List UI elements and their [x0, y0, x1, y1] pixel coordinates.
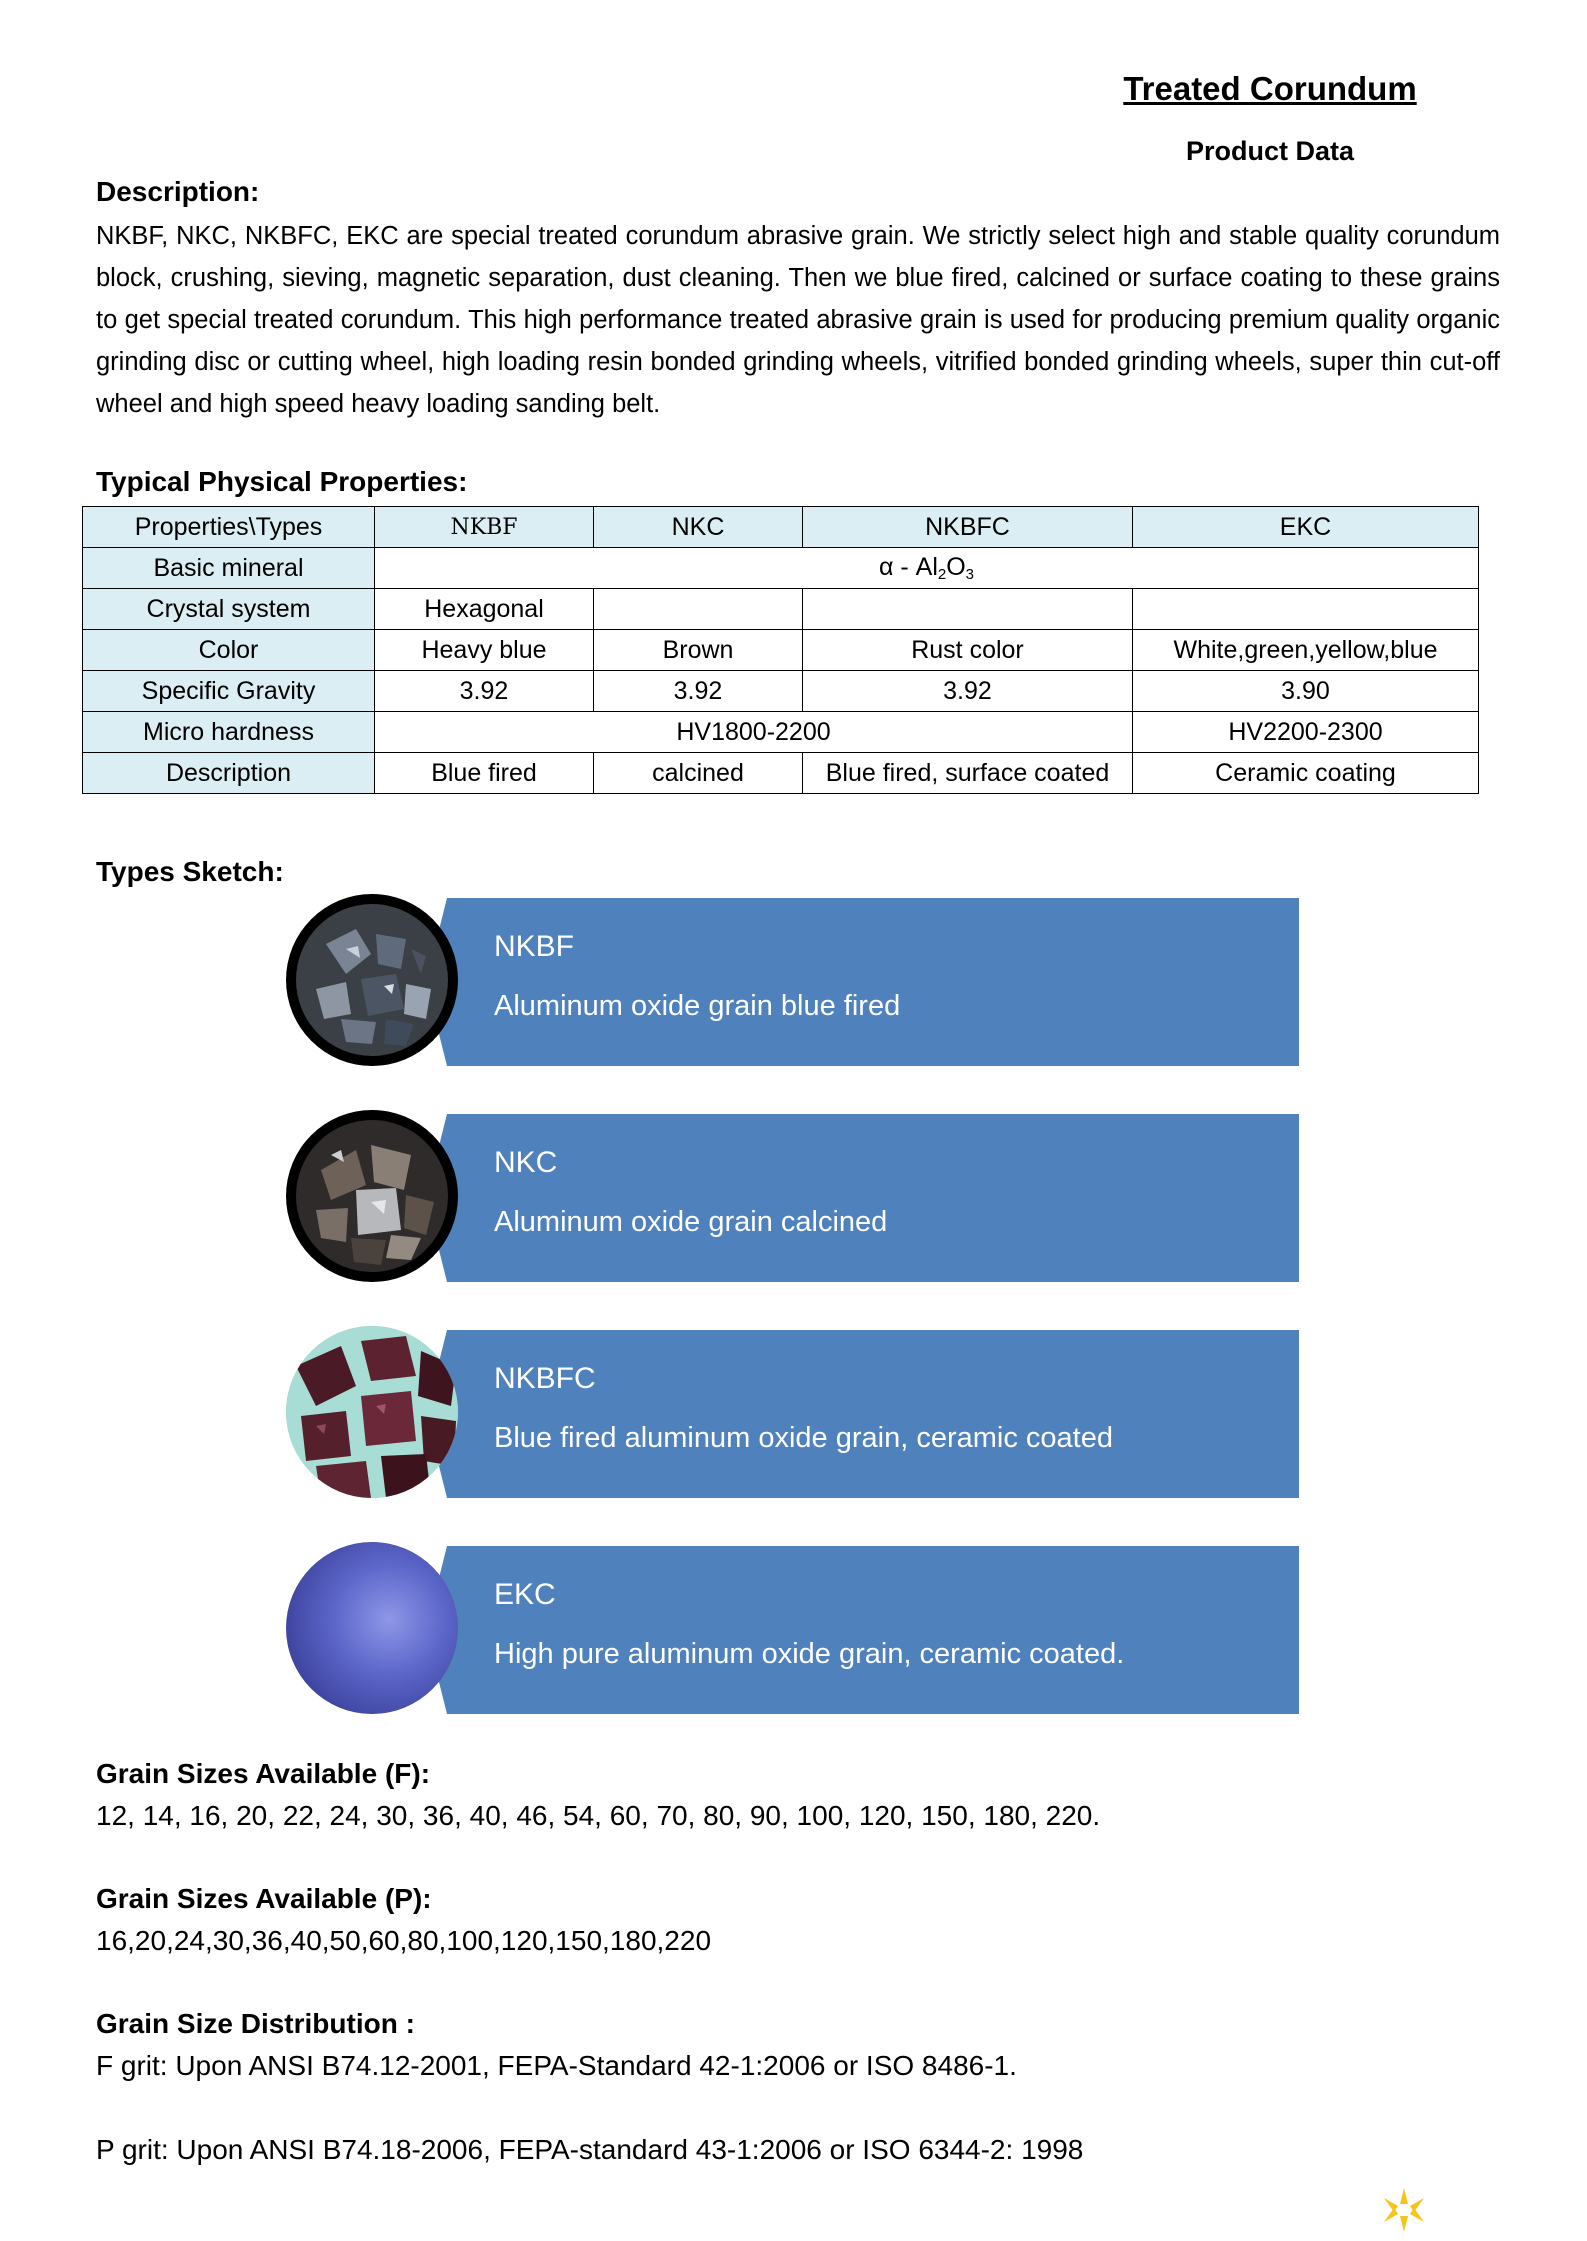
grain-distribution-heading: Grain Size Distribution :: [96, 2008, 415, 2039]
desc-ekc: Ceramic coating: [1133, 753, 1479, 794]
sketch-desc: Blue fired aluminum oxide grain, ceramic coated: [494, 1422, 1113, 1454]
gravity-nkbfc: 3.92: [803, 671, 1133, 712]
table-row: [83, 630, 1479, 671]
sketch-item-nkc: [286, 1110, 1301, 1282]
hardness-shared: HV1800-2200: [375, 712, 1133, 753]
table-header-row: [83, 507, 1479, 548]
desc-nkbf: Blue fired: [375, 753, 594, 794]
header-cell-nkbfc: NKBFC: [803, 507, 1133, 548]
desc-nkbfc: Blue fired, surface coated: [803, 753, 1133, 794]
table-row: [83, 671, 1479, 712]
mineral-prefix: α - Al: [878, 553, 938, 581]
sketch-item-ekc: [286, 1542, 1301, 1714]
f-grit-text: F grit: Upon ANSI B74.12-2001, FEPA-Standard 42-1:2006 or ISO 8486-1.: [96, 2050, 1017, 2081]
gravity-ekc: 3.90: [1133, 671, 1479, 712]
grain-f-values: 12, 14, 16, 20, 22, 24, 30, 36, 40, 46, 54, 60, 70, 80, 90, 100, 120, 150, 180, 220.: [96, 1800, 1101, 1831]
row-label-specific-gravity: Specific Gravity: [83, 671, 375, 712]
sketch-banner: [426, 1330, 1299, 1498]
table-row: [83, 589, 1479, 630]
grain-p-values: 16,20,24,30,36,40,50,60,80,100,120,150,180,220: [96, 1925, 712, 1956]
sketch-desc: Aluminum oxide grain calcined: [494, 1206, 888, 1238]
hardness-ekc: HV2200-2300: [1133, 712, 1479, 753]
table-row: [83, 712, 1479, 753]
table-row: [83, 753, 1479, 794]
properties-table: [82, 506, 1479, 794]
sketch-heading: Types Sketch:: [96, 856, 284, 887]
page-title: Treated Corundum: [1123, 70, 1417, 107]
header-cell-nkbf: NKBF: [375, 507, 594, 548]
sketch-item-nkbf: [286, 894, 1301, 1066]
ekc-grain-image: [286, 1542, 458, 1714]
sketch-banner: [426, 898, 1299, 1066]
color-nkbfc: Rust color: [803, 630, 1133, 671]
grain-p-heading: Grain Sizes Available (P):: [96, 1883, 432, 1914]
description-heading: Description:: [96, 176, 260, 207]
crystal-ekc: [1133, 589, 1479, 630]
nkc-grain-image: [286, 1110, 458, 1282]
sketch-name: NKC: [494, 1146, 558, 1179]
p-grit-text: P grit: Upon ANSI B74.18-2006, FEPA-standard 43-1:2006 or ISO 6344-2: 1998: [96, 2134, 1084, 2165]
sketch-desc: Aluminum oxide grain blue fired: [494, 990, 901, 1022]
row-label-basic-mineral: Basic mineral: [83, 548, 375, 589]
color-nkbf: Heavy blue: [375, 630, 594, 671]
header-cell-nkc: NKC: [594, 507, 803, 548]
gravity-nkbf: 3.92: [375, 671, 594, 712]
company-logo-icon: [1378, 2184, 1430, 2241]
sketch-banner: [426, 1546, 1299, 1714]
mineral-sub-2: 2: [937, 566, 947, 583]
crystal-nkc: [594, 589, 803, 630]
mineral-sub-3: 3: [965, 566, 975, 583]
sketch-item-nkbfc: [286, 1326, 1301, 1498]
description-text: NKBF, NKC, NKBFC, EKC are special treated corundum abrasive grain. We strictly select high and stable quality corundum block, crushing, sieving, magnetic separation, dust cleaning. Then we blue fired, calcined or surface coating to these grains to get special treated corundum. This high performance treated abrasive grain is used for producing premium quality organic grinding disc or cutting wheel, high loading resin bonded grinding wheels, vitrified bonded grinding wheels, super thin cut-off wheel and high speed heavy loading sanding belt.: [96, 222, 1500, 418]
row-label-crystal-system: Crystal system: [83, 589, 375, 630]
desc-nkc: calcined: [594, 753, 803, 794]
gravity-nkc: 3.92: [594, 671, 803, 712]
nkbfc-grain-image: [286, 1326, 458, 1498]
crystal-nkbfc: [803, 589, 1133, 630]
header-cell-ekc: EKC: [1133, 507, 1479, 548]
color-nkc: Brown: [594, 630, 803, 671]
page-subtitle: Product Data: [1185, 136, 1355, 166]
nkbf-grain-image: [286, 894, 458, 1066]
row-label-micro-hardness: Micro hardness: [83, 712, 375, 753]
sketch-name: NKBF: [494, 930, 575, 963]
sketch-name: EKC: [494, 1578, 556, 1611]
grain-f-heading: Grain Sizes Available (F):: [96, 1758, 431, 1789]
sketch-desc: High pure aluminum oxide grain, ceramic coated.: [494, 1638, 1125, 1670]
table-row: [83, 548, 1479, 589]
crystal-nkbf: Hexagonal: [375, 589, 594, 630]
header-cell-properties: Properties\Types: [83, 507, 375, 548]
basic-mineral-value: [375, 548, 1479, 589]
row-label-description: Description: [83, 753, 375, 794]
mineral-mid: O: [946, 553, 966, 581]
row-label-color: Color: [83, 630, 375, 671]
sketch-name: NKBFC: [494, 1362, 596, 1395]
sketch-banner: [426, 1114, 1299, 1282]
properties-heading: Typical Physical Properties:: [96, 466, 468, 497]
color-ekc: White,green,yellow,blue: [1133, 630, 1479, 671]
